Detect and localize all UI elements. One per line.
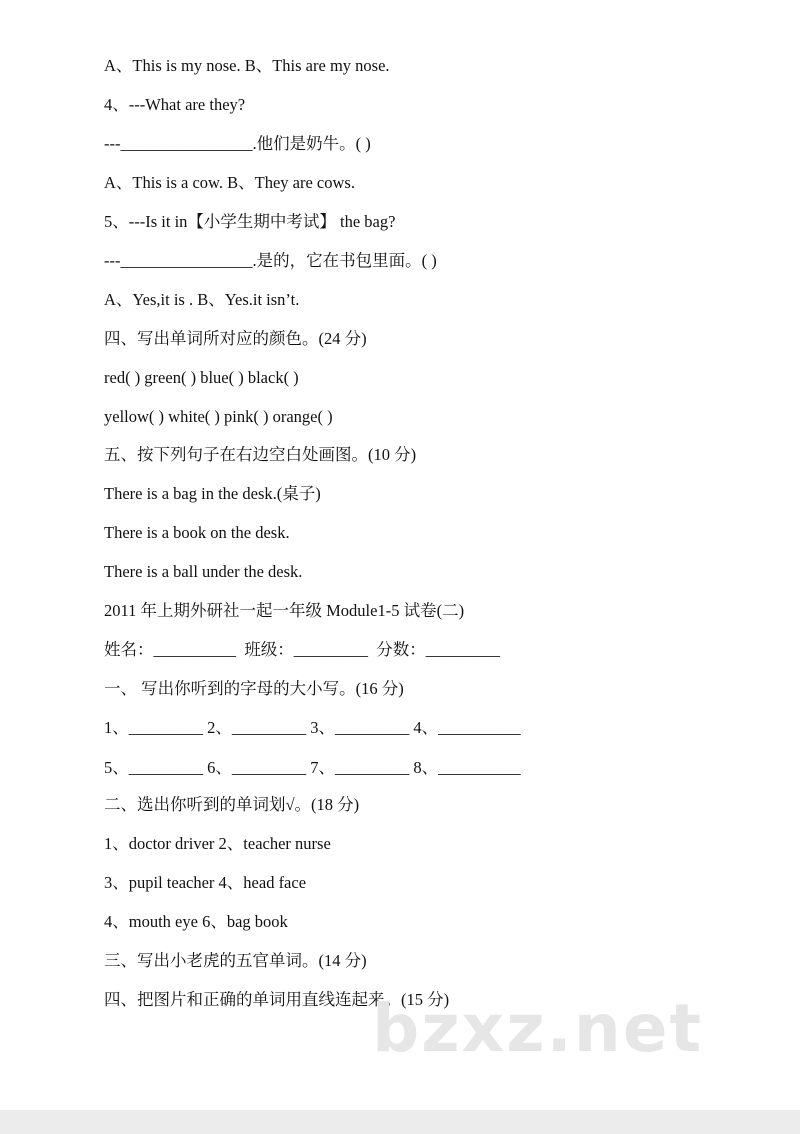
text-line: ---________________.他们是奶牛。( ) [104,134,371,153]
section-heading: 四、写出单词所对应的颜色。(24 分) [104,329,367,348]
section-heading: 三、写出小老虎的五官单词。(14 分) [104,951,367,970]
text-line: red( ) green( ) blue( ) black( ) [104,368,299,387]
text-line: 4、---What are they? [104,95,246,114]
student-info-line: 姓名：__________ 班级：_________ 分数：_________ [104,640,500,659]
page-bottom-margin [0,1110,800,1134]
text-line: 4、mouth eye 6、bag book [104,912,288,931]
section-heading: 一、 写出你听到的字母的大小写。(16 分) [104,679,404,698]
text-line: A、This is my nose. B、This are my nose. [104,56,390,75]
text-line: There is a ball under the desk. [104,562,303,581]
section-heading: 五、按下列句子在右边空白处画图。(10 分) [104,445,417,464]
text-line: There is a book on the desk. [104,523,290,542]
text-line: 1、doctor driver 2、teacher nurse [104,834,331,853]
text-line: A、This is a cow. B、They are cows. [104,173,355,192]
section-heading: 四、把图片和正确的单词用直线连起来。(15 分) [104,990,450,1009]
exam-title: 2011 年上期外研社一起一年级 Module1-5 试卷(二) [104,601,465,620]
text-line: There is a bag in the desk.(桌子) [104,484,321,503]
answer-blanks-row: 5、_________ 6、_________ 7、_________ 8、__________ [104,758,521,777]
answer-blanks-row: 1、_________ 2、_________ 3、_________ 4、__________ [104,718,521,737]
text-line: A、Yes,it is . B、Yes.it isn’t. [104,290,300,309]
watermark: bzxz.net [372,990,704,1067]
text-line: yellow( ) white( ) pink( ) orange( ) [104,407,333,426]
text-line: ---________________.是的，它在书包里面。( ) [104,251,437,270]
text-line: 3、pupil teacher 4、head face [104,873,307,892]
section-heading: 二、选出你听到的单词划√。(18 分) [104,795,360,814]
text-line: 5、---Is it in【小学生期中考试】 the bag? [104,212,396,231]
